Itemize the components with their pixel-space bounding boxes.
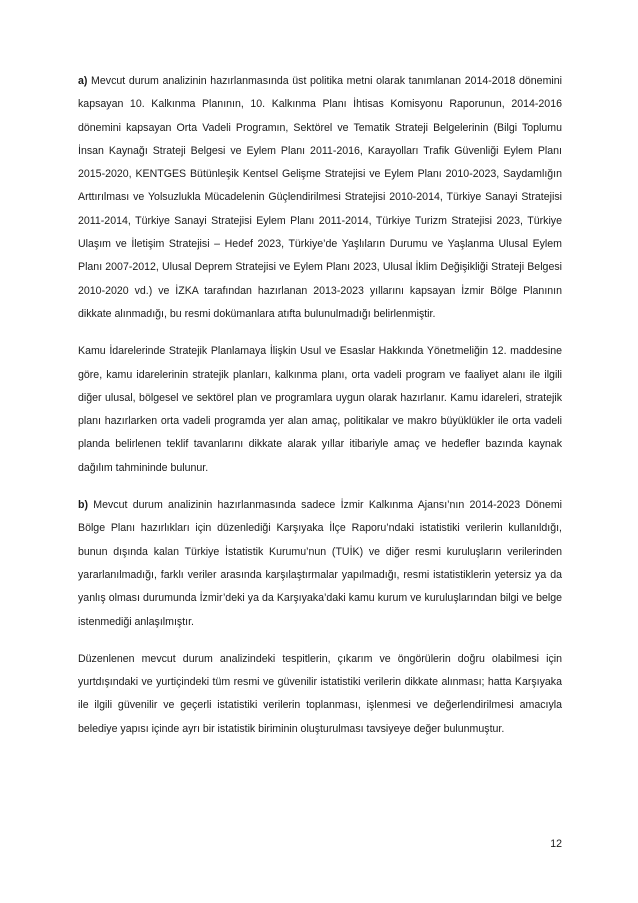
- paragraph-finding-b: [78, 494, 562, 634]
- paragraph-marker-b: b): [78, 499, 88, 512]
- paragraph-regulation: [78, 340, 562, 480]
- page-number: 12: [550, 838, 562, 850]
- document-body: [78, 70, 562, 755]
- paragraph-text: Düzenlenen mevcut durum analizindeki tespitlerin, çıkarım ve öngörülerin doğru olabilmesi için yurtdışındaki ve yurtiçindeki tüm resmi ve güvenilir istatistiki verilerin dikkate alınması; hatta Karşıyaka ile ilgili güvenilir ve geçerli istatistiki verilerin toplanması, işlenmesi ve değerlendirilmesi amacıyla belediye yapısı içinde ayrı bir istatistik biriminin oluşturulması tavsiyeye değer bulunmuştur.: [78, 652, 562, 735]
- paragraph-finding-a: [78, 70, 562, 326]
- paragraph-text: Kamu İdarelerinde Stratejik Planlamaya İlişkin Usul ve Esaslar Hakkında Yönetmeliğin 12. maddesine göre, kamu idarelerinin stratejik planları, kalkınma planı, orta vadeli program ve faaliyet alanı ile ilgili diğer ulusal, bölgesel ve sektörel plan ve programlara uygun olarak hazırlanır. Kamu idareleri, stratejik planı hazırlarken orta vadeli programda yer alan amaç, politikalar ve makro büyüklükler ile orta vadeli planda belirlenen teklif tavanlarını dikkate alarak yıllar itibariyle amaç ve hedefler bazında kaynak dağılım tahmininde bulunur.: [78, 345, 562, 474]
- paragraph-text: Mevcut durum analizinin hazırlanmasında sadece İzmir Kalkınma Ajansı’nın 2014-2023 Dönemi Bölge Planı hazırlıkları için düzenlediği Karşıyaka İlçe Raporu’ndaki istatistiki verilerin kullanıldığı, bunun dışında kalan Türkiye İstatistik Kurumu’nun (TUİK) ve diğer resmi kuruluşların verilerinden yararlanılmadığı, farklı veriler arasında karşılaştırmalar yapılmadığı, resmi istatistiklerin yetersiz ya da yanlış olması durumunda İzmir’deki ya da Karşıyaka’daki kamu kurum ve kuruluşlarından bilgi ve belge istenmediği anlaşılmıştır.: [78, 499, 562, 628]
- paragraph-recommendation: [78, 648, 562, 741]
- paragraph-marker-a: a): [78, 75, 88, 87]
- paragraph-text: Mevcut durum analizinin hazırlanmasında üst politika metni olarak tanımlanan 2014-2018 dönemini kapsayan 10. Kalkınma Planının, 10. Kalkınma Planı İhtisas Komisyonu Raporunun, 2014-2016 dönemini kapsayan Orta Vadeli Programın, Sektörel ve Tematik Strateji Belgelerinin (Bilgi Toplumu İnsan Kaynağı Strateji Belgesi ve Eylem Planı 2011-2016, Karayolları Trafik Güvenliği Eylem Planı 2015-2020, KENTGES Bütünleşik Kentsel Gelişme Stratejisi ve Eylem Planı 2010-2023, Saydamlığın Arttırılması ve Yolsuzlukla Mücadelenin Güçlendirilmesi Stratejisi 2010-2014, Türkiye Sanayi Stratejisi 2011-2014, Türkiye Sanayi Stratejisi Eylem Planı 2011-2014, Türkiye Turizm Stratejisi 2023, Türkiye Ulaşım ve İletişim Stratejisi – Hedef 2023, Türkiye’de Yaşlıların Durumu ve Yaşlanma Ulusal Eylem Planı 2007-2012, Ulusal Deprem Stratejisi ve Eylem Planı 2023, Ulusal İklim Değişikliği Strateji Belgesi 2010-2020 vd.) ve İZKA tarafından hazırlanan 2013-2023 yıllarını kapsayan İzmir Bölge Planının dikkate alınmadığı, bu resmi dokümanlara atıfta bulunulmadığı belirlenmiştir.: [78, 75, 562, 320]
